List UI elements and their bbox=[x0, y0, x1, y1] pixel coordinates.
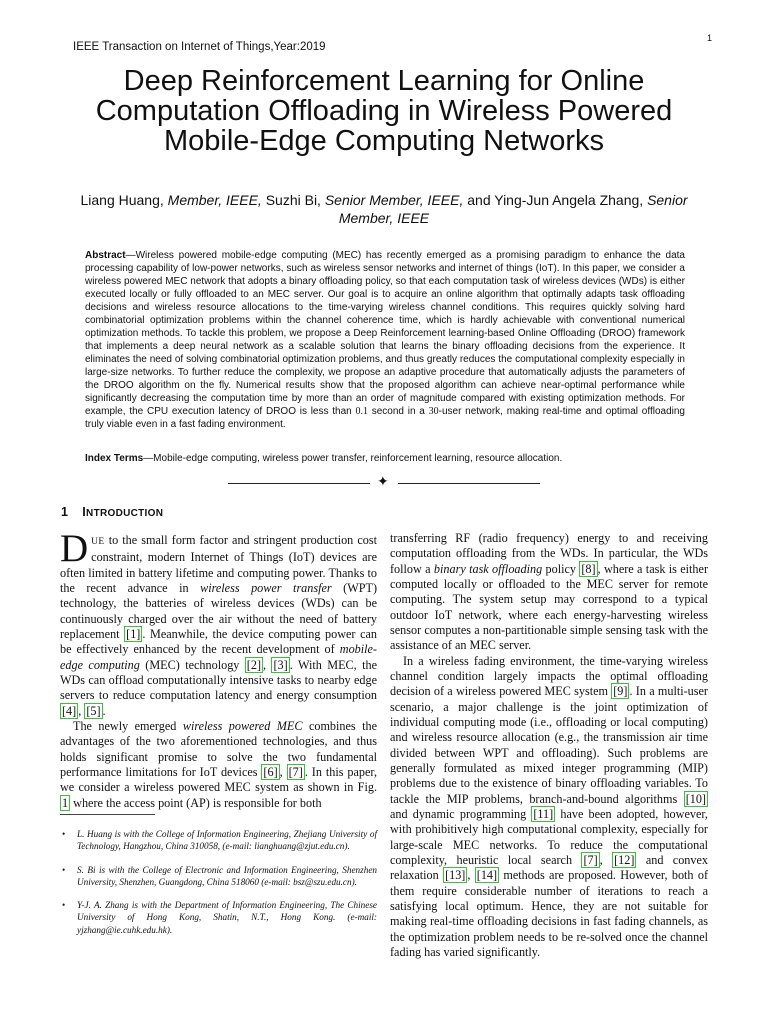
citation-link[interactable]: [9] bbox=[613, 684, 628, 699]
section-separator bbox=[228, 476, 540, 490]
text: The newly emerged bbox=[73, 718, 183, 733]
separator-line bbox=[228, 483, 370, 484]
text: policy bbox=[542, 561, 580, 576]
text: , bbox=[263, 657, 272, 672]
paragraph bbox=[60, 719, 377, 811]
text: and dynamic programming bbox=[390, 806, 532, 821]
text: have been adopted, however, with prohibitively high computational complexity, especially for large-scale MEC networks. To reduce the computational complexity, heuristic local search bbox=[390, 806, 708, 867]
text: , bbox=[467, 868, 475, 883]
emphasis: mobile-edge computing bbox=[60, 642, 377, 672]
citation-link[interactable]: [7] bbox=[288, 764, 303, 779]
title-line: Computation Offloading in Wireless Powered bbox=[95, 95, 673, 128]
figure-link[interactable]: 1 bbox=[62, 795, 69, 810]
citation-link[interactable]: [13] bbox=[445, 868, 466, 883]
paragraph bbox=[60, 527, 378, 719]
text: , bbox=[78, 703, 85, 718]
footnote-text: L. Huang is with the College of Information Engineering, Zhejiang University of Technology, Hangzhou, China 310058, (e-mail: lianghuang@zjut.edu.cn). bbox=[77, 829, 377, 852]
citation-link[interactable]: [5] bbox=[86, 703, 101, 718]
footnote-rule bbox=[60, 814, 155, 815]
text: transferring RF (radio frequency) energy to and receiving computation offloading from the WDs. In particular, the WDs follow a bbox=[390, 531, 708, 576]
journal-header: IEEE Transaction on Internet of Things,Year:2019 bbox=[73, 41, 326, 53]
title-line: Deep Reinforcement Learning for Online bbox=[123, 65, 645, 97]
text: to the small form factor and stringent production cost constraint, modern Internet of Things (IoT) devices are often limited in battery lifetime and computing power. Thanks to the recent advance in bbox=[60, 533, 377, 595]
author-list bbox=[78, 191, 690, 227]
text: , bbox=[279, 764, 287, 779]
footnote bbox=[60, 899, 377, 935]
emphasis: wireless power transfer bbox=[200, 580, 332, 595]
text: combines the advantages of the two aforementioned technologies, and thus holds significant promise to solve the two fundamental performance limitations for IoT devices bbox=[60, 718, 377, 779]
abstract-text: second in a bbox=[367, 406, 429, 417]
paragraph bbox=[390, 531, 708, 654]
smallcaps-text: UE bbox=[91, 537, 105, 547]
citation-link[interactable]: [4] bbox=[62, 703, 77, 718]
emphasis: wireless powered MEC bbox=[182, 718, 303, 733]
author-role: Member, IEEE, bbox=[167, 192, 262, 208]
text: methods are proposed. However, both of them require considerable number of iterations to reach a satisfying local optimum. Hence, they are not suitable for making real-time offloading decisions in fast fading channels, as the optimization problem needs to be re-solved once the channel fading has varied significantly. bbox=[390, 868, 709, 959]
footnote-text: S. Bi is with the College of Electronic and Information Engineering, Shenzhen University, Shenzhen, Guangdong, China 518060 (e-mail: bsz@szu.edu.cn). bbox=[77, 864, 377, 887]
text: In a wireless fading environment, the time-varying wireless channel condition largely impacts the optimal offloading decision of a wireless powered MEC system bbox=[390, 653, 708, 699]
text: . In this paper, we consider a wireless powered MEC system as shown in Fig. bbox=[60, 764, 378, 795]
footnote-text: Y-J. A. Zhang is with the Department of Information Engineering, The Chinese University of Hong Kong, Shatin, N.T., Hong Kong. (e-mail: yjzhang@ie.cuhk.edu.hk). bbox=[77, 900, 377, 935]
text: where the access point (AP) is responsible for both bbox=[70, 795, 322, 810]
footnote bbox=[60, 864, 377, 888]
citation-link[interactable]: [3] bbox=[273, 657, 288, 672]
text: . Meanwhile, the device computing power can be effectively enhanced by the recent development of bbox=[60, 626, 377, 657]
text: , where a task is either computed locally or offloaded to the MEC server for remote computing. The system setup may correspond to a typical outdoor IoT network, where each energy-harvesting wireless sensor computes a non-partitionable simple sensing task with the assistance of an MEC server. bbox=[390, 561, 708, 653]
bullet-icon: • bbox=[62, 829, 66, 839]
footnotes bbox=[60, 828, 377, 947]
text: (WPT) technology, the batteries of wireless devices (WDs) can be continuously charged over the air without the need of battery replacement bbox=[60, 580, 378, 641]
paragraph bbox=[390, 654, 708, 961]
abstract-value: 30 bbox=[428, 406, 439, 417]
separator-line bbox=[398, 483, 540, 484]
abstract bbox=[85, 249, 685, 431]
citation-link[interactable]: [10] bbox=[685, 791, 706, 806]
text: (MEC) technology bbox=[139, 657, 245, 672]
citation-link[interactable]: [1] bbox=[126, 626, 141, 641]
section-title-rest: NTRODUCTION bbox=[86, 508, 164, 519]
left-column bbox=[60, 527, 378, 811]
emphasis: binary task offloading bbox=[433, 561, 543, 576]
index-terms-label: Index Terms bbox=[85, 453, 144, 464]
footnote bbox=[60, 828, 377, 852]
index-terms-text: —Mobile-edge computing, wireless power transfer, reinforcement learning, resource allocation. bbox=[143, 453, 563, 464]
citation-link[interactable]: [2] bbox=[246, 657, 262, 672]
abstract-value: 0.1 bbox=[355, 406, 368, 417]
author-name: Suzhi Bi, bbox=[265, 192, 321, 208]
drop-cap: D bbox=[60, 527, 89, 570]
bullet-icon: • bbox=[62, 864, 66, 875]
bullet-icon: • bbox=[62, 900, 66, 911]
author-name: Liang Huang, bbox=[80, 192, 164, 208]
text: , bbox=[599, 852, 613, 867]
citation-link[interactable]: [12] bbox=[614, 852, 635, 867]
abstract-label: Abstract bbox=[85, 250, 126, 261]
author-role: Senior Member, IEEE bbox=[338, 192, 688, 227]
section-title-initial: I bbox=[82, 505, 87, 519]
index-terms bbox=[85, 452, 685, 465]
abstract-text: —Wireless powered mobile-edge computing (MEC) has recently emerged as a promising paradigm to enhance the data processing capability of low-power networks, such as wireless sensor networks and internet of things (IoT). In this paper, we consider a wireless powered MEC network that adopts a binary offloading policy, so that each computation task of wireless devices (WDs) is either executed locally or fully offloaded to an MEC server. Our goal is to acquire an online algorithm that optimally adapts task offloading decisions and wireless resource allocations to the time-varying wireless channel conditions. This requires quickly solving hard combinatorial optimization problems within the channel coherence time, which is hardly achievable with conventional numerical optimization methods. To tackle this problem, we propose a Deep Reinforcement learning-based Online Offloading (DROO) framework that implements a deep neural network as a scalable solution that learns the binary offloading decisions from the experience. It eliminates the need of solving combinatorial optimization problems, and thus greatly reduces the computational complexity especially in large-size networks. To further reduce the complexity, we propose an adaptive procedure that automatically adjusts the parameters of the DROO algorithm on the fly. Numerical results show that the proposed algorithm can achieve near-optimal performance while significantly decreasing the computation time by more than an order of magnitude compared with existing optimization methods. For example, the CPU execution latency of DROO is less than bbox=[85, 250, 685, 417]
citation-link[interactable]: [11] bbox=[533, 806, 554, 821]
abstract-text: -user network, making real-time and optimal offloading truly viable even in a fast fading environment. bbox=[85, 406, 685, 430]
citation-link[interactable]: [8] bbox=[581, 561, 596, 576]
right-column bbox=[390, 531, 708, 960]
author-name: and Ying-Jun Angela Zhang, bbox=[467, 192, 644, 208]
citation-link[interactable]: [7] bbox=[583, 852, 598, 867]
citation-link[interactable]: [14] bbox=[476, 868, 498, 883]
citation-link[interactable]: [6] bbox=[263, 764, 278, 779]
title-line: Mobile-Edge Computing Networks bbox=[163, 125, 605, 158]
separator-diamond-icon: ✦ bbox=[377, 475, 389, 490]
author-role: Senior Member, IEEE, bbox=[324, 192, 464, 208]
section-number: 1 bbox=[61, 505, 69, 519]
page-number: 1 bbox=[706, 33, 712, 43]
text: and convex relaxation bbox=[390, 852, 708, 883]
text: . With MEC, the WDs can offload computationally intensive tasks to nearby edge servers to reduce computation latency and energy consumption bbox=[60, 657, 377, 703]
paper-title bbox=[60, 66, 708, 156]
text: . In a multi-user scenario, a major challenge is the joint optimization of individual computing mode (i.e., offloading or local computing) and wireless resource allocation (e.g., the transmission air time divided between WPT and offloading). Such problems are generally formulated as mixed integer programming (MIP) problems due to the existence of binary offloading variables. To tackle the MIP problems, branch-and-bound algorithms bbox=[390, 684, 708, 806]
section-heading bbox=[61, 505, 163, 519]
text: . bbox=[102, 703, 106, 718]
